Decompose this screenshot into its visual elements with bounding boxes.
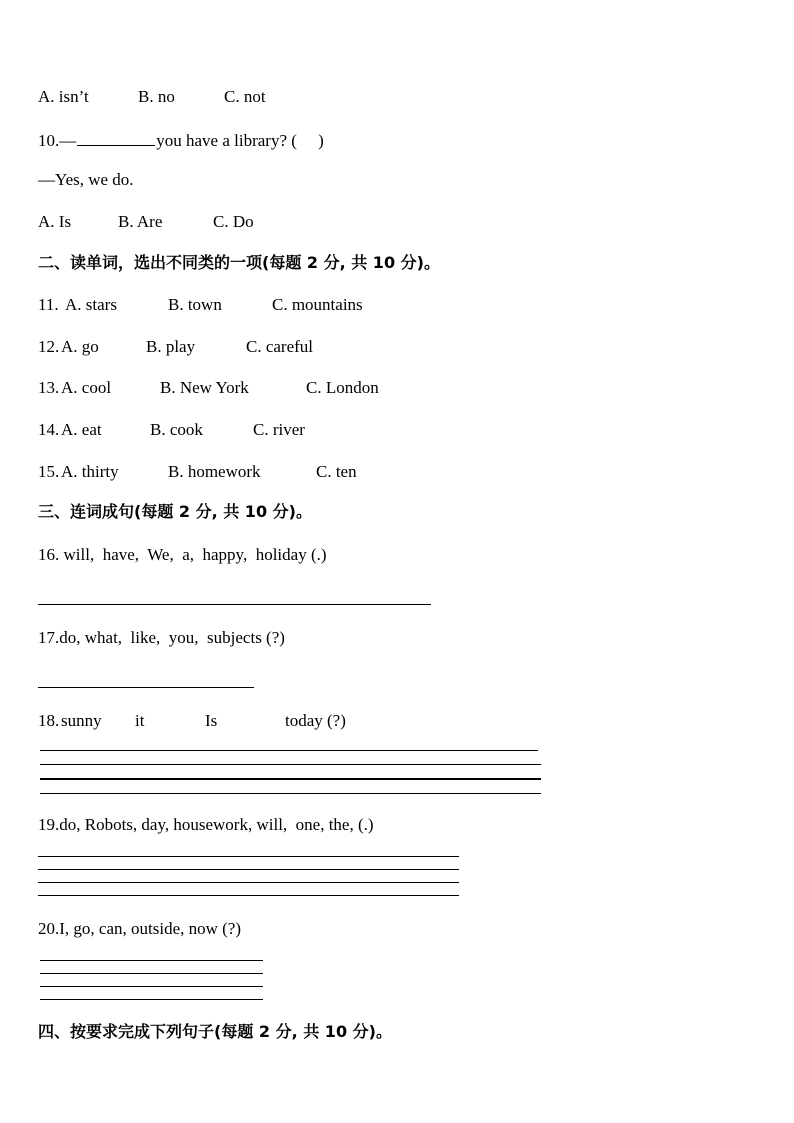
q13-option-a: A. cool <box>61 378 112 397</box>
q11-option-a: A. stars <box>65 295 117 314</box>
q20-answer-line-1[interactable] <box>40 960 263 961</box>
q14-option-c: C. river <box>253 420 305 439</box>
q18-answer-line-4[interactable] <box>40 793 541 794</box>
q13-number: 13. <box>38 378 60 397</box>
q12-option-a: A. go <box>61 337 99 356</box>
q15-number: 15. <box>38 462 60 481</box>
q19-answer-line-1[interactable] <box>38 856 459 857</box>
q16-answer-line[interactable] <box>38 604 431 605</box>
q18-answer-line-3[interactable] <box>40 778 541 780</box>
q17-prompt: 17.do, what, like, you, subjects (?) <box>38 628 285 647</box>
q13-option-c: C. London <box>306 378 379 397</box>
q10-number: 10.— <box>38 131 77 150</box>
q18-number: 18. <box>38 711 60 730</box>
q20-prompt: 20.I, go, can, outside, now (?) <box>38 919 242 938</box>
q16-prompt: 16. will, have, We, a, happy, holiday (.) <box>38 545 327 564</box>
q10-question <box>38 129 324 151</box>
q18-word-sunny: sunny <box>61 711 102 730</box>
section3-heading: 三、连词成句(每题 2 分, 共 10 分)。 <box>38 502 312 521</box>
q15-option-c: C. ten <box>316 462 357 481</box>
q11-option-c: C. mountains <box>272 295 363 314</box>
q10-option-c: C. Do <box>213 212 254 231</box>
q18-answer-line-1[interactable] <box>40 750 538 751</box>
q17-answer-line[interactable] <box>38 687 254 688</box>
q13-option-b: B. New York <box>160 378 249 397</box>
q10-option-a: A. Is <box>38 212 72 231</box>
q10-option-b: B. Are <box>118 212 163 231</box>
q20-answer-line-2[interactable] <box>40 973 263 974</box>
q15-option-b: B. homework <box>168 462 261 481</box>
q14-option-a: A. eat <box>61 420 102 439</box>
q19-answer-line-3[interactable] <box>38 882 459 883</box>
q14-number: 14. <box>38 420 60 439</box>
q19-prompt: 19.do, Robots, day, housework, will, one, the, (.) <box>38 815 374 834</box>
section4-heading: 四、按要求完成下列句子(每题 2 分, 共 10 分)。 <box>38 1022 392 1041</box>
q18-word-is: Is <box>205 711 218 730</box>
q10-blank[interactable] <box>77 129 155 146</box>
q20-answer-line-3[interactable] <box>40 986 263 987</box>
q18-answer-line-2[interactable] <box>40 764 541 765</box>
q18-word-today: today (?) <box>285 711 346 730</box>
q11-number: 11. <box>38 295 59 314</box>
q9-option-c: C. not <box>224 87 266 106</box>
q11-option-b: B. town <box>168 295 222 314</box>
q10-reply: —Yes, we do. <box>38 170 134 189</box>
q20-answer-line-4[interactable] <box>40 999 263 1000</box>
q9-option-b: B. no <box>138 87 175 106</box>
q12-number: 12. <box>38 337 60 356</box>
q18-word-it: it <box>135 711 145 730</box>
q19-answer-line-4[interactable] <box>38 895 459 896</box>
q10-stem: you have a library? ( ) <box>156 131 324 150</box>
q15-option-a: A. thirty <box>61 462 119 481</box>
q9-option-a: A. isn’t <box>38 87 89 106</box>
section2-heading: 二、读单词，选出不同类的一项(每题 2 分, 共 10 分)。 <box>38 253 440 272</box>
q14-option-b: B. cook <box>150 420 203 439</box>
q12-option-b: B. play <box>146 337 196 356</box>
q12-option-c: C. careful <box>246 337 314 356</box>
q19-answer-line-2[interactable] <box>38 869 459 870</box>
